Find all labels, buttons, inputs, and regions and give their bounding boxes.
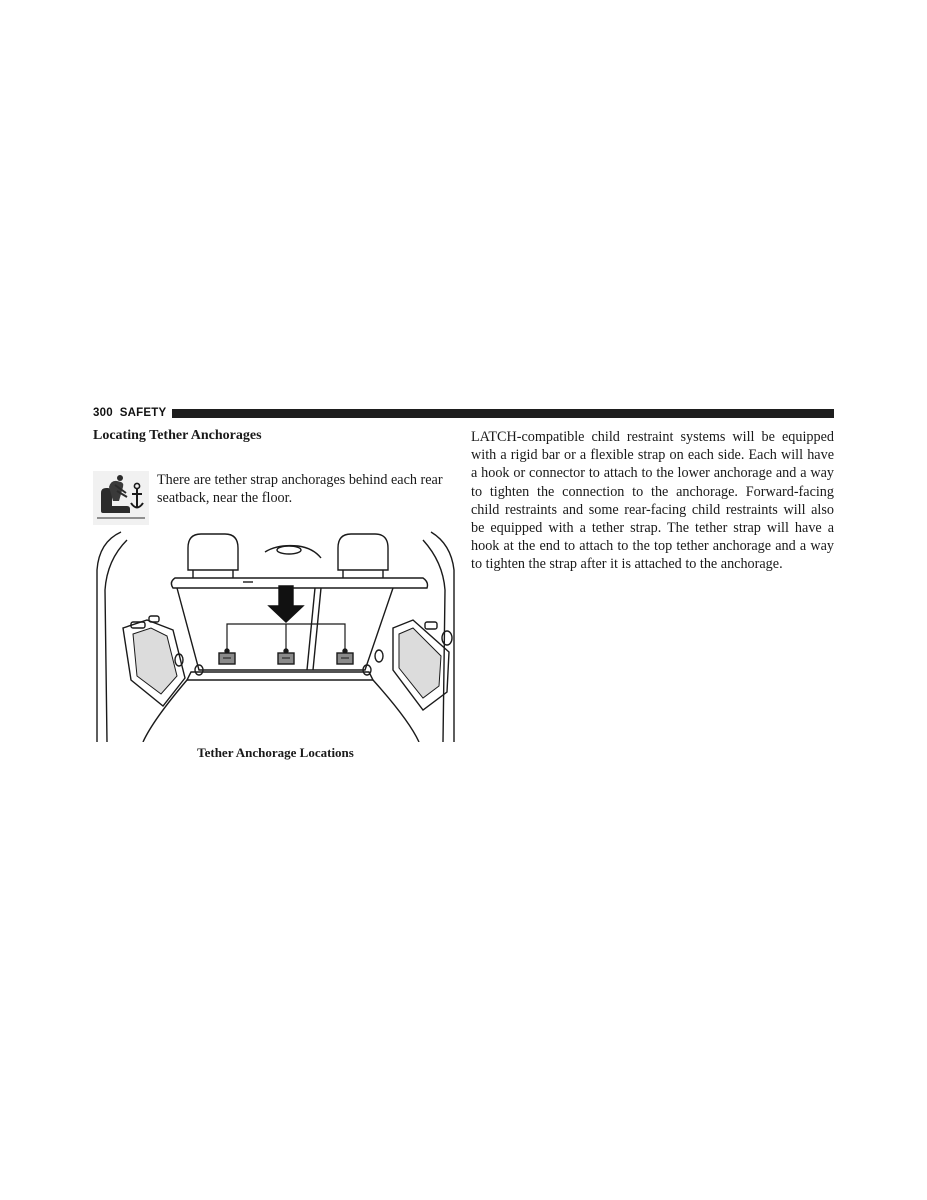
page-number: 300 <box>93 407 113 419</box>
right-column <box>471 428 834 574</box>
note-text: There are tether strap anchorages behind each rear seatback, near the floor. <box>157 472 443 507</box>
figure-caption: Tether Anchorage Locations <box>197 745 354 760</box>
section-heading: Locating Tether Anchorages <box>93 428 262 443</box>
section-title: SAFETY <box>119 407 167 419</box>
child-seat-tether-anchor-icon <box>93 471 149 525</box>
tether-anchorage-illustration <box>93 530 458 742</box>
symbol-note <box>93 471 458 531</box>
left-column <box>93 427 458 760</box>
header-rule <box>172 409 834 418</box>
latch-paragraph: LATCH-compatible child restraint systems will be equipped with a rigid bar or a flexible strap on each side. Each will have a hook or connector to attach to the lower anchorage and a way to tighten the connection to the anchorage. Forward-facing child restraints and some rear-facing child restraints will also be equipped with a tether strap. The tether strap will have a hook at the end to attach to the top tether anchorage and a way to tighten the strap after it is attached to the anchorage. <box>471 429 834 573</box>
page-header <box>93 406 834 420</box>
